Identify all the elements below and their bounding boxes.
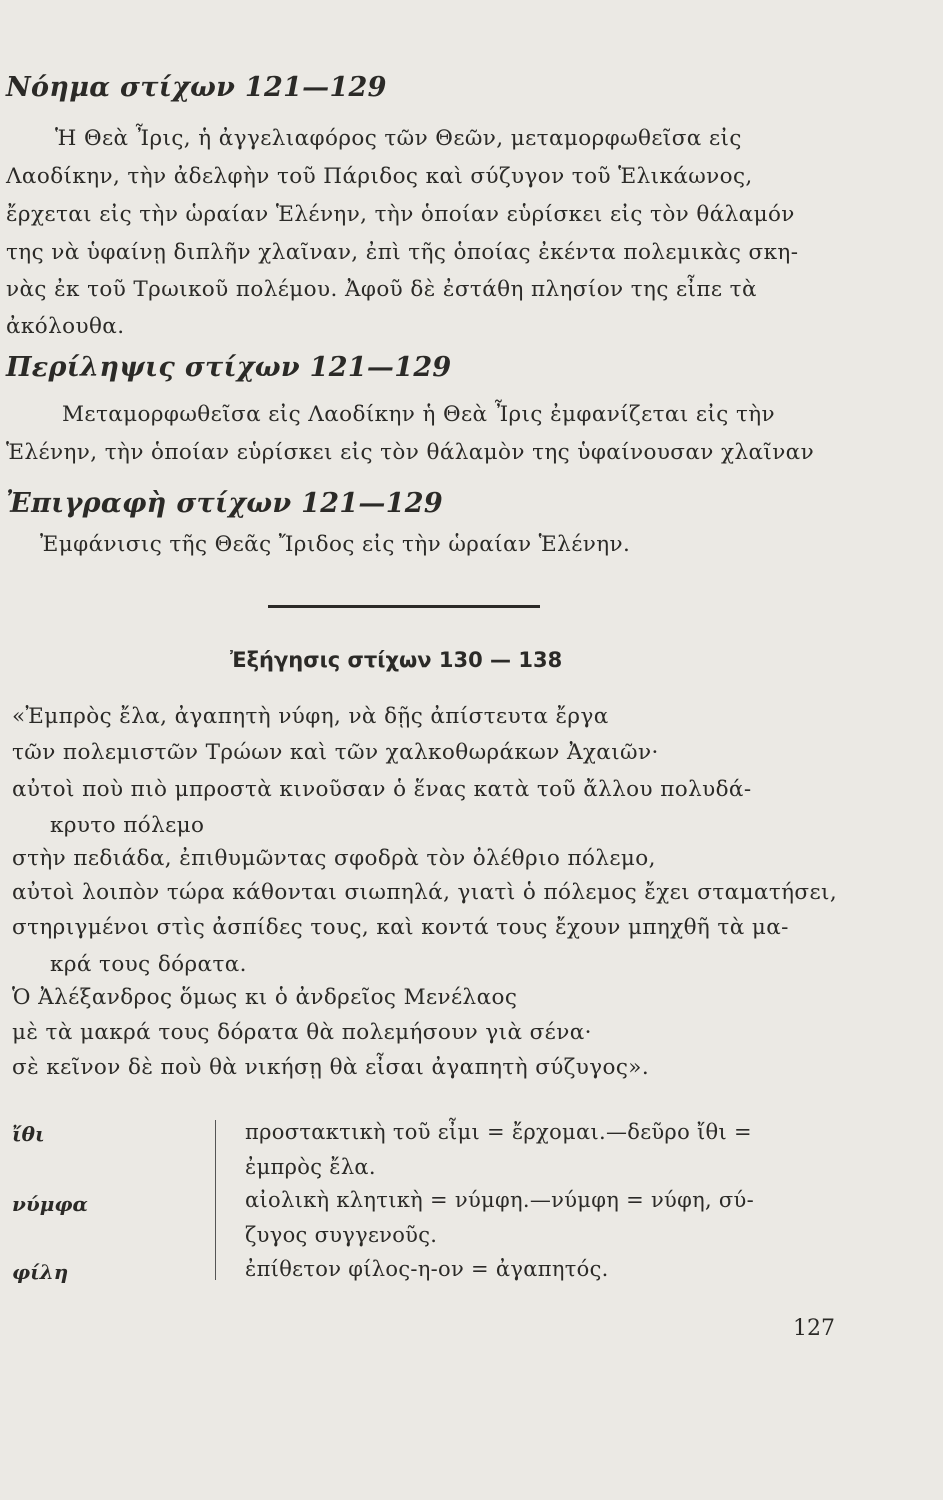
exigisis-line: στηριγμένοι στὶς ἀσπίδες τους, καὶ κοντά τους ἔχουν μπηχθῆ τὰ μα- xyxy=(12,915,789,940)
noima-line: Λαοδίκην, τὴν ἀδελφὴν τοῦ Πάριδος καὶ σύζυγον τοῦ Ἑλικάωνος, xyxy=(6,164,753,189)
page-number: 127 xyxy=(793,1316,835,1341)
noima-line: της νὰ ὑφαίνῃ διπλῆν χλαῖναν, ἐπὶ τῆς ὁποίας ἐκέντα πολεμικὰς σκη- xyxy=(6,240,799,265)
epigrafi-heading: Ἐπιγραφὴ στίχων 121—129 xyxy=(6,488,443,519)
exigisis-title: Ἐξήγησις στίχων 130 — 138 xyxy=(230,648,563,672)
vocab-term: ἴθι xyxy=(12,1122,45,1146)
perilipsis-heading: Περίληψις στίχων 121—129 xyxy=(6,352,452,383)
vocab-term: νύμφα xyxy=(12,1192,88,1216)
vocab-definition: ζυγος συγγενοῦς. xyxy=(245,1223,438,1247)
noima-line: Ἡ Θεὰ Ἶρις, ἡ ἀγγελιαφόρος τῶν Θεῶν, μεταμορφωθεῖσα εἰς xyxy=(55,126,742,151)
vocab-definition: ἐμπρὸς ἔλα. xyxy=(245,1155,376,1179)
exigisis-line: Ὁ Ἀλέξανδρος ὅμως κι ὁ ἀνδρεῖος Μενέλαος xyxy=(12,985,518,1010)
exigisis-line: στὴν πεδιάδα, ἐπιθυμῶντας σφοδρὰ τὸν ὀλέθριο πόλεμο, xyxy=(12,846,656,871)
epigrafi-line: Ἐμφάνισις τῆς Θεᾶς Ἴριδος εἰς τὴν ὡραίαν Ἑλένην. xyxy=(40,532,631,557)
exigisis-line: αὐτοὶ λοιπὸν τώρα κάθονται σιωπηλά, γιατὶ ὁ πόλεμος ἔχει σταματήσει, xyxy=(12,880,838,905)
exigisis-line: «Ἐμπρὸς ἔλα, ἀγαπητὴ νύφη, νὰ δῇς ἀπίστευτα ἔργα xyxy=(12,704,609,729)
exigisis-line: αὐτοὶ ποὺ πιὸ μπροστὰ κινοῦσαν ὁ ἕνας κατὰ τοῦ ἄλλου πολυδά- xyxy=(12,777,752,802)
noima-heading: Νόημα στίχων 121—129 xyxy=(6,72,387,103)
vocab-definition: ἐπίθετον φίλος-η-ον = ἀγαπητός. xyxy=(245,1257,609,1281)
noima-line: νὰς ἐκ τοῦ Τρωικοῦ πολέμου. Ἀφοῦ δὲ ἐστάθη πλησίον της εἶπε τὰ xyxy=(6,277,757,302)
perilipsis-line: Μεταμορφωθεῖσα εἰς Λαοδίκην ἡ Θεὰ Ἶρις ἐμφανίζεται εἰς τὴν xyxy=(62,402,776,427)
noima-line: ἀκόλουθα. xyxy=(6,314,125,339)
exigisis-line: τῶν πολεμιστῶν Τρώων καὶ τῶν χαλκοθωράκων Ἀχαιῶν· xyxy=(12,740,659,765)
vocab-definition: προστακτικὴ τοῦ εἶμι = ἔρχομαι.—δεῦρο ἴθι = xyxy=(245,1120,752,1144)
vocab-term: φίλη xyxy=(12,1260,69,1284)
exigisis-line: κρυτο πόλεμο xyxy=(50,813,205,838)
vocab-definition: αἰολικὴ κλητικὴ = νύμφη.—νύμφη = νύφη, σύ- xyxy=(245,1188,755,1212)
section-divider-rule xyxy=(268,605,540,608)
perilipsis-line: Ἑλένην, τὴν ὁποίαν εὑρίσκει εἰς τὸν θάλαμὸν της ὑφαίνουσαν χλαῖναν xyxy=(6,440,815,465)
exigisis-line: κρά τους δόρατα. xyxy=(50,952,247,977)
vocab-column-divider xyxy=(215,1120,216,1280)
exigisis-line: μὲ τὰ μακρά τους δόρατα θὰ πολεμήσουν γιὰ σένα· xyxy=(12,1020,592,1045)
noima-line: ἔρχεται εἰς τὴν ὡραίαν Ἑλένην, τὴν ὁποίαν εὑρίσκει εἰς τὸν θάλαμόν xyxy=(6,202,795,227)
exigisis-line: σὲ κεῖνον δὲ ποὺ θὰ νικήσῃ θὰ εἶσαι ἀγαπητὴ σύζυγος». xyxy=(12,1055,650,1080)
